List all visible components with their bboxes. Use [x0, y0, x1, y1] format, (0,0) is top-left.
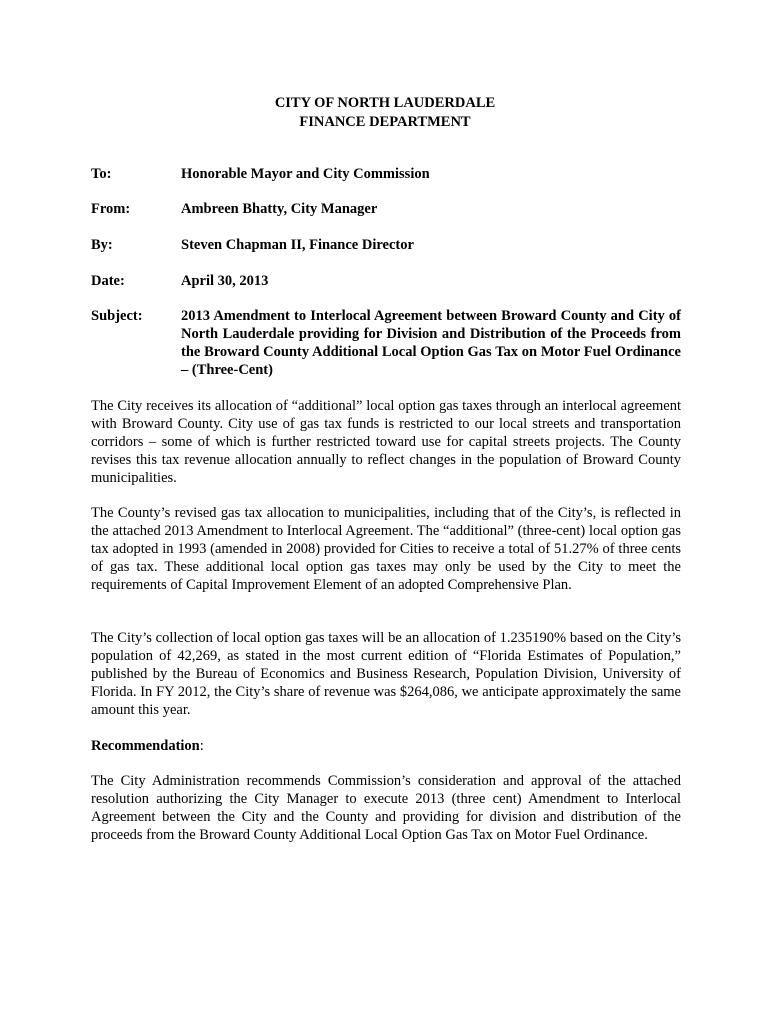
header-department: FINANCE DEPARTMENT	[299, 114, 471, 130]
date-label: Date:	[91, 273, 125, 289]
from-value: Ambreen Bhatty, City Manager	[181, 201, 378, 217]
recommendation-heading-text: Recommendation	[91, 738, 200, 754]
date-value: April 30, 2013	[181, 273, 269, 289]
by-label: By:	[91, 237, 113, 253]
subject-label: Subject:	[91, 308, 143, 324]
from-label: From:	[91, 201, 131, 217]
recommendation-heading-colon: :	[199, 738, 204, 754]
body-paragraph-1: The City receives its allocation of “additional” local option gas taxes through an interlocal agreement with Broward County. City use of gas tax funds is restricted to our local streets and transportation corridors – some of which is further restricted toward use for capital streets projects. The County revises this tax revenue allocation annually to reflect changes in the population of Broward County municipalities.	[91, 398, 681, 486]
body-paragraph-3: The City’s collection of local option gas taxes will be an allocation of 1.235190% based on the City’s population of 42,269, as stated in the most current edition of “Florida Estimates of Population,” published by the Bureau of Economics and Business Research, Population Division, University of Florida. In FY 2012, the City’s share of revenue was $264,086, we anticipate approximately the same amount this year.	[91, 630, 681, 718]
document-header	[0, 94, 770, 132]
body-paragraph-2: The County’s revised gas tax allocation to municipalities, including that of the City’s, is reflected in the attached 2013 Amendment to Interlocal Agreement. The “additional” (three-cent) local option gas tax adopted in 1993 (amended in 2008) provided for Cities to receive a total of 51.27% of three cents of gas tax. These additional local option gas taxes may only be used by the City to meet the requirements of Capital Improvement Element of an adopted Comprehensive Plan.	[91, 505, 681, 593]
to-label: To:	[91, 166, 112, 182]
by-value: Steven Chapman II, Finance Director	[181, 237, 414, 253]
subject-value: 2013 Amendment to Interlocal Agreement between Broward County and City of North Lauderdale providing for Division and Distribution of the Proceeds from the Broward County Additional Local Option Gas Tax on Motor Fuel Ordinance – (Three-Cent)	[181, 308, 681, 378]
to-value: Honorable Mayor and City Commission	[181, 166, 430, 182]
header-city-name: CITY OF NORTH LAUDERDALE	[274, 95, 496, 111]
recommendation-paragraph: The City Administration recommends Commission’s consideration and approval of the attached resolution authorizing the City Manager to execute 2013 (three cent) Amendment to Interlocal Agreement between the City and the County and providing for division and distribution of the proceeds from the Broward County Additional Local Option Gas Tax on Motor Fuel Ordinance.	[91, 773, 681, 843]
recommendation-heading	[91, 737, 204, 755]
